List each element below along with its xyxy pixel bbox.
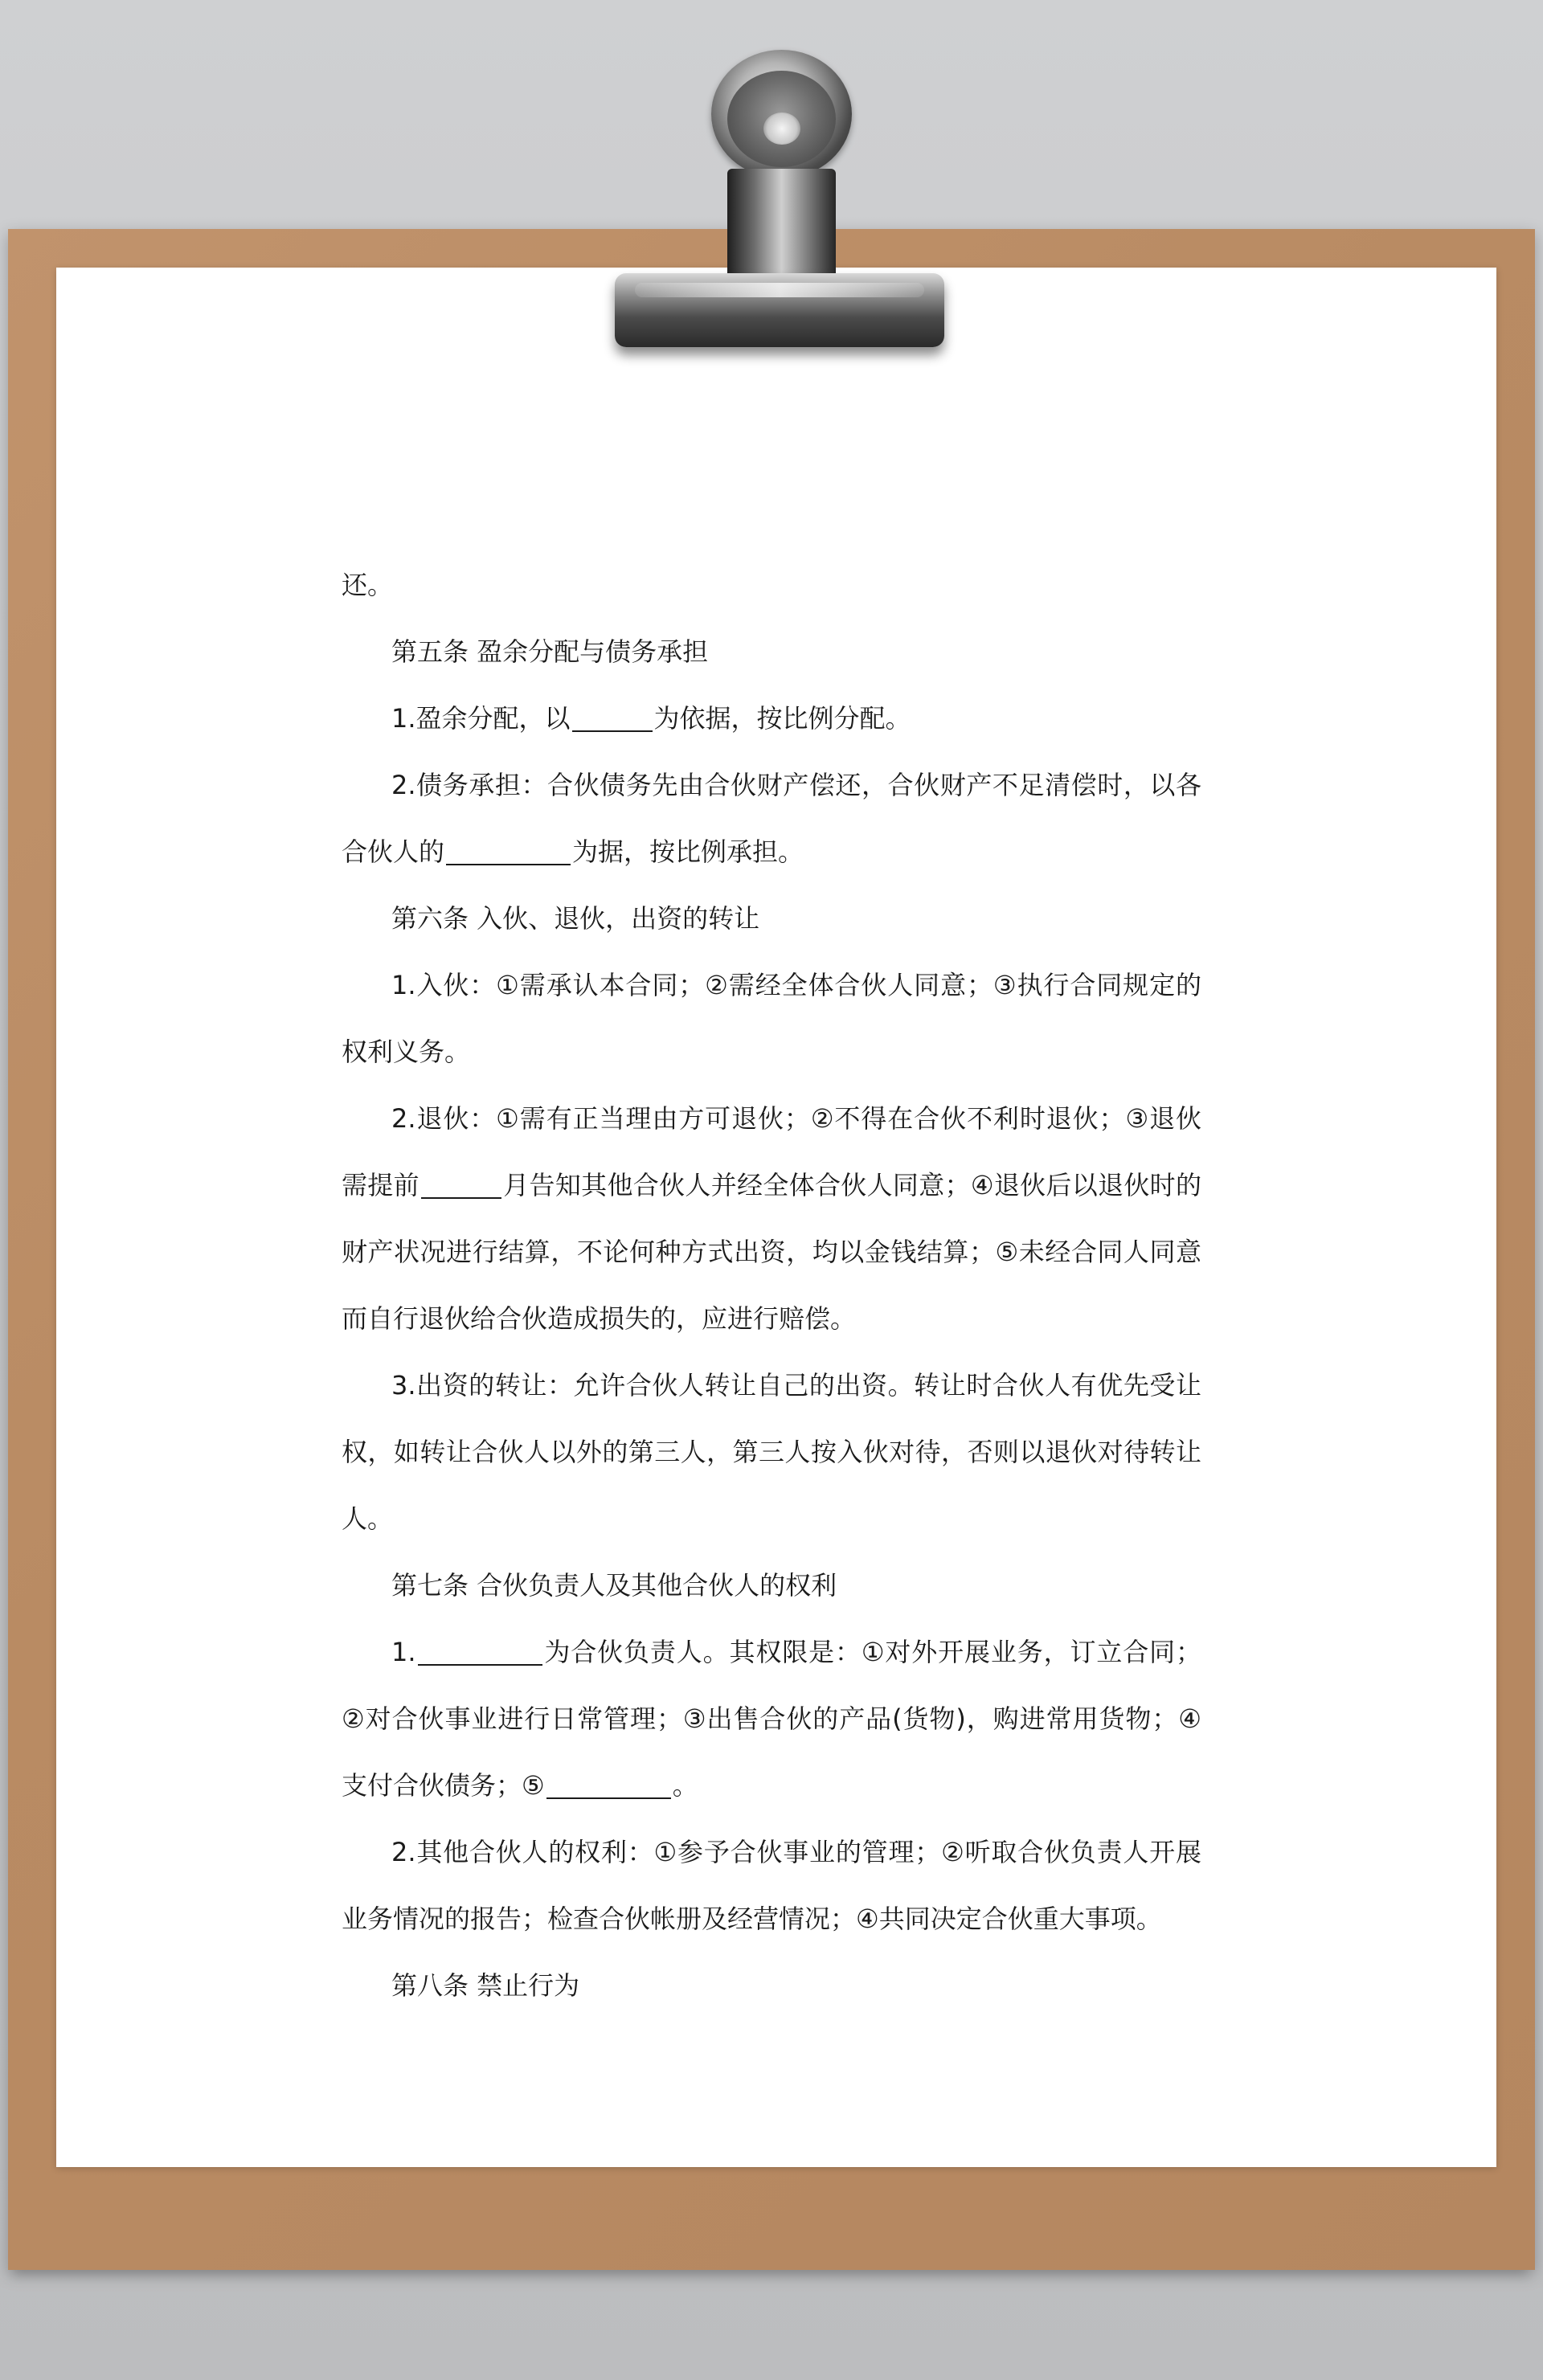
clause-debt-bearing: [342, 752, 1201, 885]
clause-profit-distribution: [342, 685, 1201, 752]
clip-ring: [711, 50, 852, 178]
article-heading-7: [342, 1552, 1201, 1619]
heading-text: 第八条 禁止行为: [391, 1970, 580, 2001]
clause-text: 1.入伙：①需承认本合同；②需经全体合伙人同意；③执行合同规定的权利义务。: [342, 970, 1201, 1067]
blank-field: [421, 1172, 501, 1199]
heading-text: 第七条 合伙负责人及其他合伙人的权利: [391, 1570, 837, 1601]
clause-text: 2.其他合伙人的权利：①参予合伙事业的管理；②听取合伙负责人开展业务情况的报告；检查合伙帐册及经营情况；④共同决定合伙重大事项。: [342, 1837, 1201, 1934]
heading-text: 第六条 入伙、退伙，出资的转让: [391, 903, 760, 934]
clause-text: 为据，按比例承担。: [572, 836, 804, 867]
clause-responsible-partner: [342, 1619, 1201, 1819]
paragraph-continuation: [342, 552, 1201, 619]
document-body: [342, 552, 1201, 2019]
article-heading-5: [342, 619, 1201, 685]
clause-text: 2.债务承担：合伙债务先由合伙财产偿还，合伙财产不足清偿时，以各合伙人的: [342, 770, 1201, 867]
clause-other-partners-rights: [342, 1819, 1201, 1953]
clause-joining: [342, 952, 1201, 1086]
heading-text: 第五条 盈余分配与债务承担: [391, 636, 709, 667]
blank-field: [446, 838, 571, 865]
clause-text: 为依据，按比例分配。: [653, 703, 911, 734]
clause-text: 月告知其他合伙人并经全体合伙人同意；④退伙后以退伙时的财产状况进行结算，不论何种方式出资，均以金钱结算；⑤未经合同人同意而自行退伙给合伙造成损失的，应进行赔偿。: [342, 1170, 1201, 1334]
clip-ring-inner: [727, 71, 836, 167]
blank-field: [546, 1772, 671, 1799]
clause-withdrawal: [342, 1086, 1201, 1352]
blank-field: [418, 1638, 542, 1666]
clause-text: 。: [672, 1770, 698, 1801]
clause-text: 2.退伙：①需有正当理由方可退伙；②不得在合伙不利时退伙；③退伙需提前: [342, 1103, 1201, 1200]
clause-capital-transfer: [342, 1352, 1201, 1552]
article-heading-8: [342, 1953, 1201, 2019]
clause-text: 3.出资的转让：允许合伙人转让自己的出资。转让时合伙人有优先受让权，如转让合伙人以外的第三人，第三人按入伙对待，否则以退伙对待转让人。: [342, 1370, 1201, 1534]
clause-text: 1.: [391, 1637, 416, 1667]
blank-field: [572, 705, 653, 732]
article-heading-6: [342, 885, 1201, 952]
clause-text: 为合伙负责人。其权限是：①对外开展业务，订立合同；②对合伙事业进行日常管理；③出售合伙的产品(货物)，购进常用货物；④支付合伙债务；⑤: [342, 1637, 1201, 1801]
clip-hole: [763, 112, 800, 145]
paragraph-text: 还。: [342, 570, 394, 600]
clause-text: 1.盈余分配，以: [391, 703, 571, 734]
